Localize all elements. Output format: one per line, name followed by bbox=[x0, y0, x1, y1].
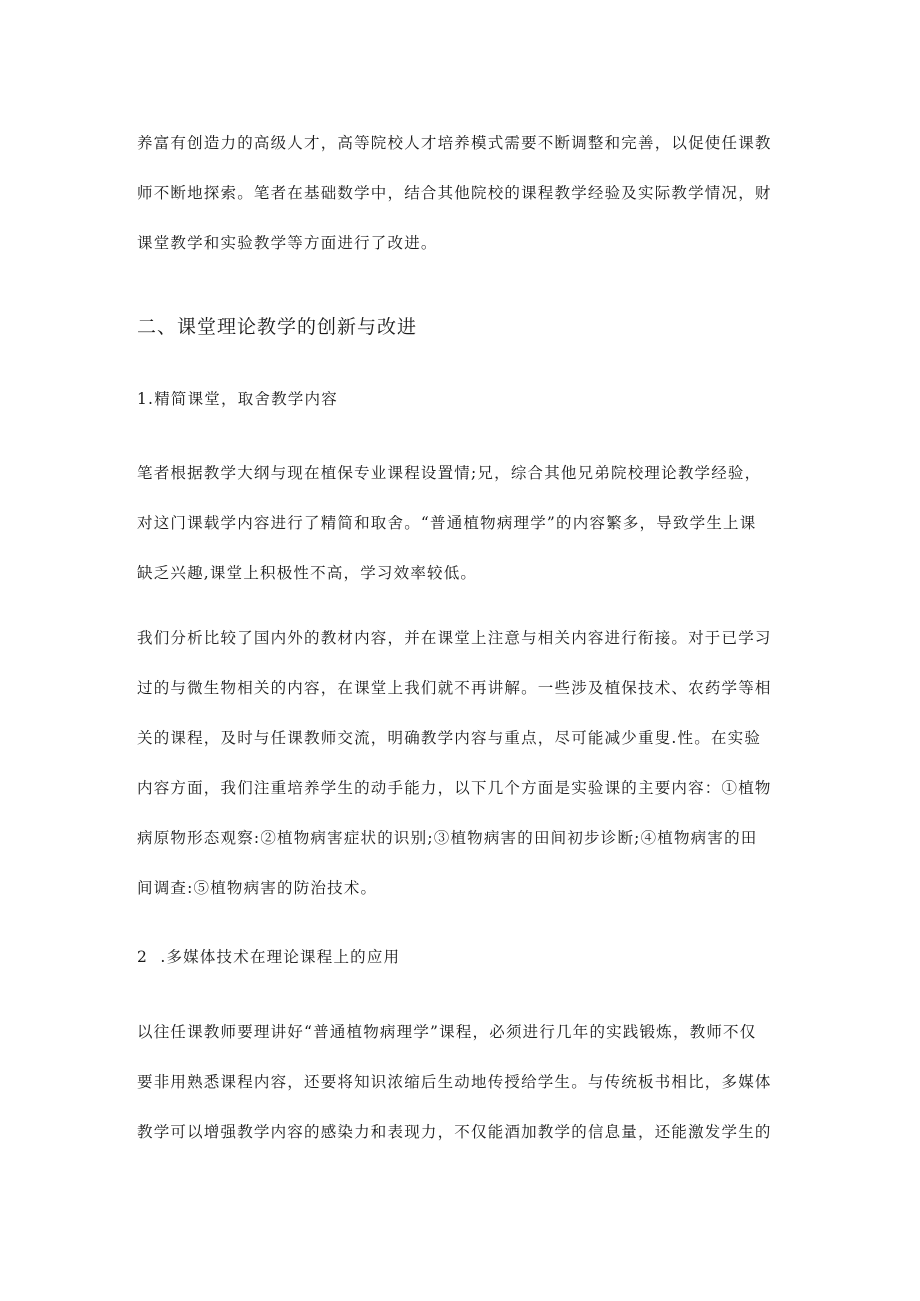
paragraph-2 bbox=[137, 613, 785, 913]
text-line: 内容方面，我们注重培养学生的动手能力，以下几个方面是实验课的主要内容：①植物 bbox=[137, 779, 772, 797]
text-line: 要非用熟悉课程内容，还要将知识浓缩后生动地传授给学生。与传统板书相比，多媒体 bbox=[137, 1073, 772, 1091]
text-line: 课堂教学和实验教学等方面进行了改进。 bbox=[137, 234, 438, 252]
subsection-heading-1: 1.精简课堂，取舍教学内容 bbox=[137, 390, 338, 408]
intro-paragraph bbox=[137, 118, 785, 268]
text-line: 关的课程，及时与任课教师交流，明确教学内容与重点，尽可能减少重叟.性。在实验 bbox=[137, 729, 762, 747]
text-line: 养富有创造力的高级人才，高等院校人才培养模式需要不断调整和完善，以促使任课教 bbox=[137, 134, 772, 152]
section-heading: 二、课堂理论教学的创新与改进 bbox=[137, 316, 418, 338]
text-line: 以往任课教师要理讲好“普通植物病理学”课程，必须进行几年的实践锻炼，教师不仅 bbox=[137, 1023, 757, 1041]
text-line: 我们分析比较了国内外的教材内容，并在课堂上注意与相关内容进行衔接。对于已学习 bbox=[137, 629, 772, 647]
subsection-heading-2: 2 .多媒体技术在理论课程上的应用 bbox=[137, 948, 401, 966]
text-line: 病原物形态观察:②植物病害症状的识别;③植物病害的田间初步诊断;④植物病害的田 bbox=[137, 829, 758, 847]
text-line: 教学可以增强教学内容的感染力和表现力，不仅能酒加教学的信息量，还能激发学生的 bbox=[137, 1123, 772, 1141]
text-line: 对这门课载学内容进行了精简和取舍。“普通植物病理学”的内容繁多，导致学生上课 bbox=[137, 514, 757, 532]
paragraph-3 bbox=[137, 1007, 785, 1157]
text-line: 缺乏兴趣,课堂上积极性不高，学习效率较低。 bbox=[137, 564, 478, 582]
paragraph-1 bbox=[137, 448, 785, 598]
text-line: 笔者根据教学大纲与现在植保专业课程设置情;兄，综合其他兄弟院校理论教学经验， bbox=[137, 464, 762, 482]
text-line: 过的与微生物相关的内容，在课堂上我们就不再讲解。一些涉及植保技术、农药学等相 bbox=[137, 679, 772, 697]
text-line: 间调查:⑤植物病害的防治技术。 bbox=[137, 879, 378, 897]
text-line: 师不断地探索。笔者在基础数学中，结合其他院校的课程教学经验及实际教学情况，财 bbox=[137, 184, 772, 202]
